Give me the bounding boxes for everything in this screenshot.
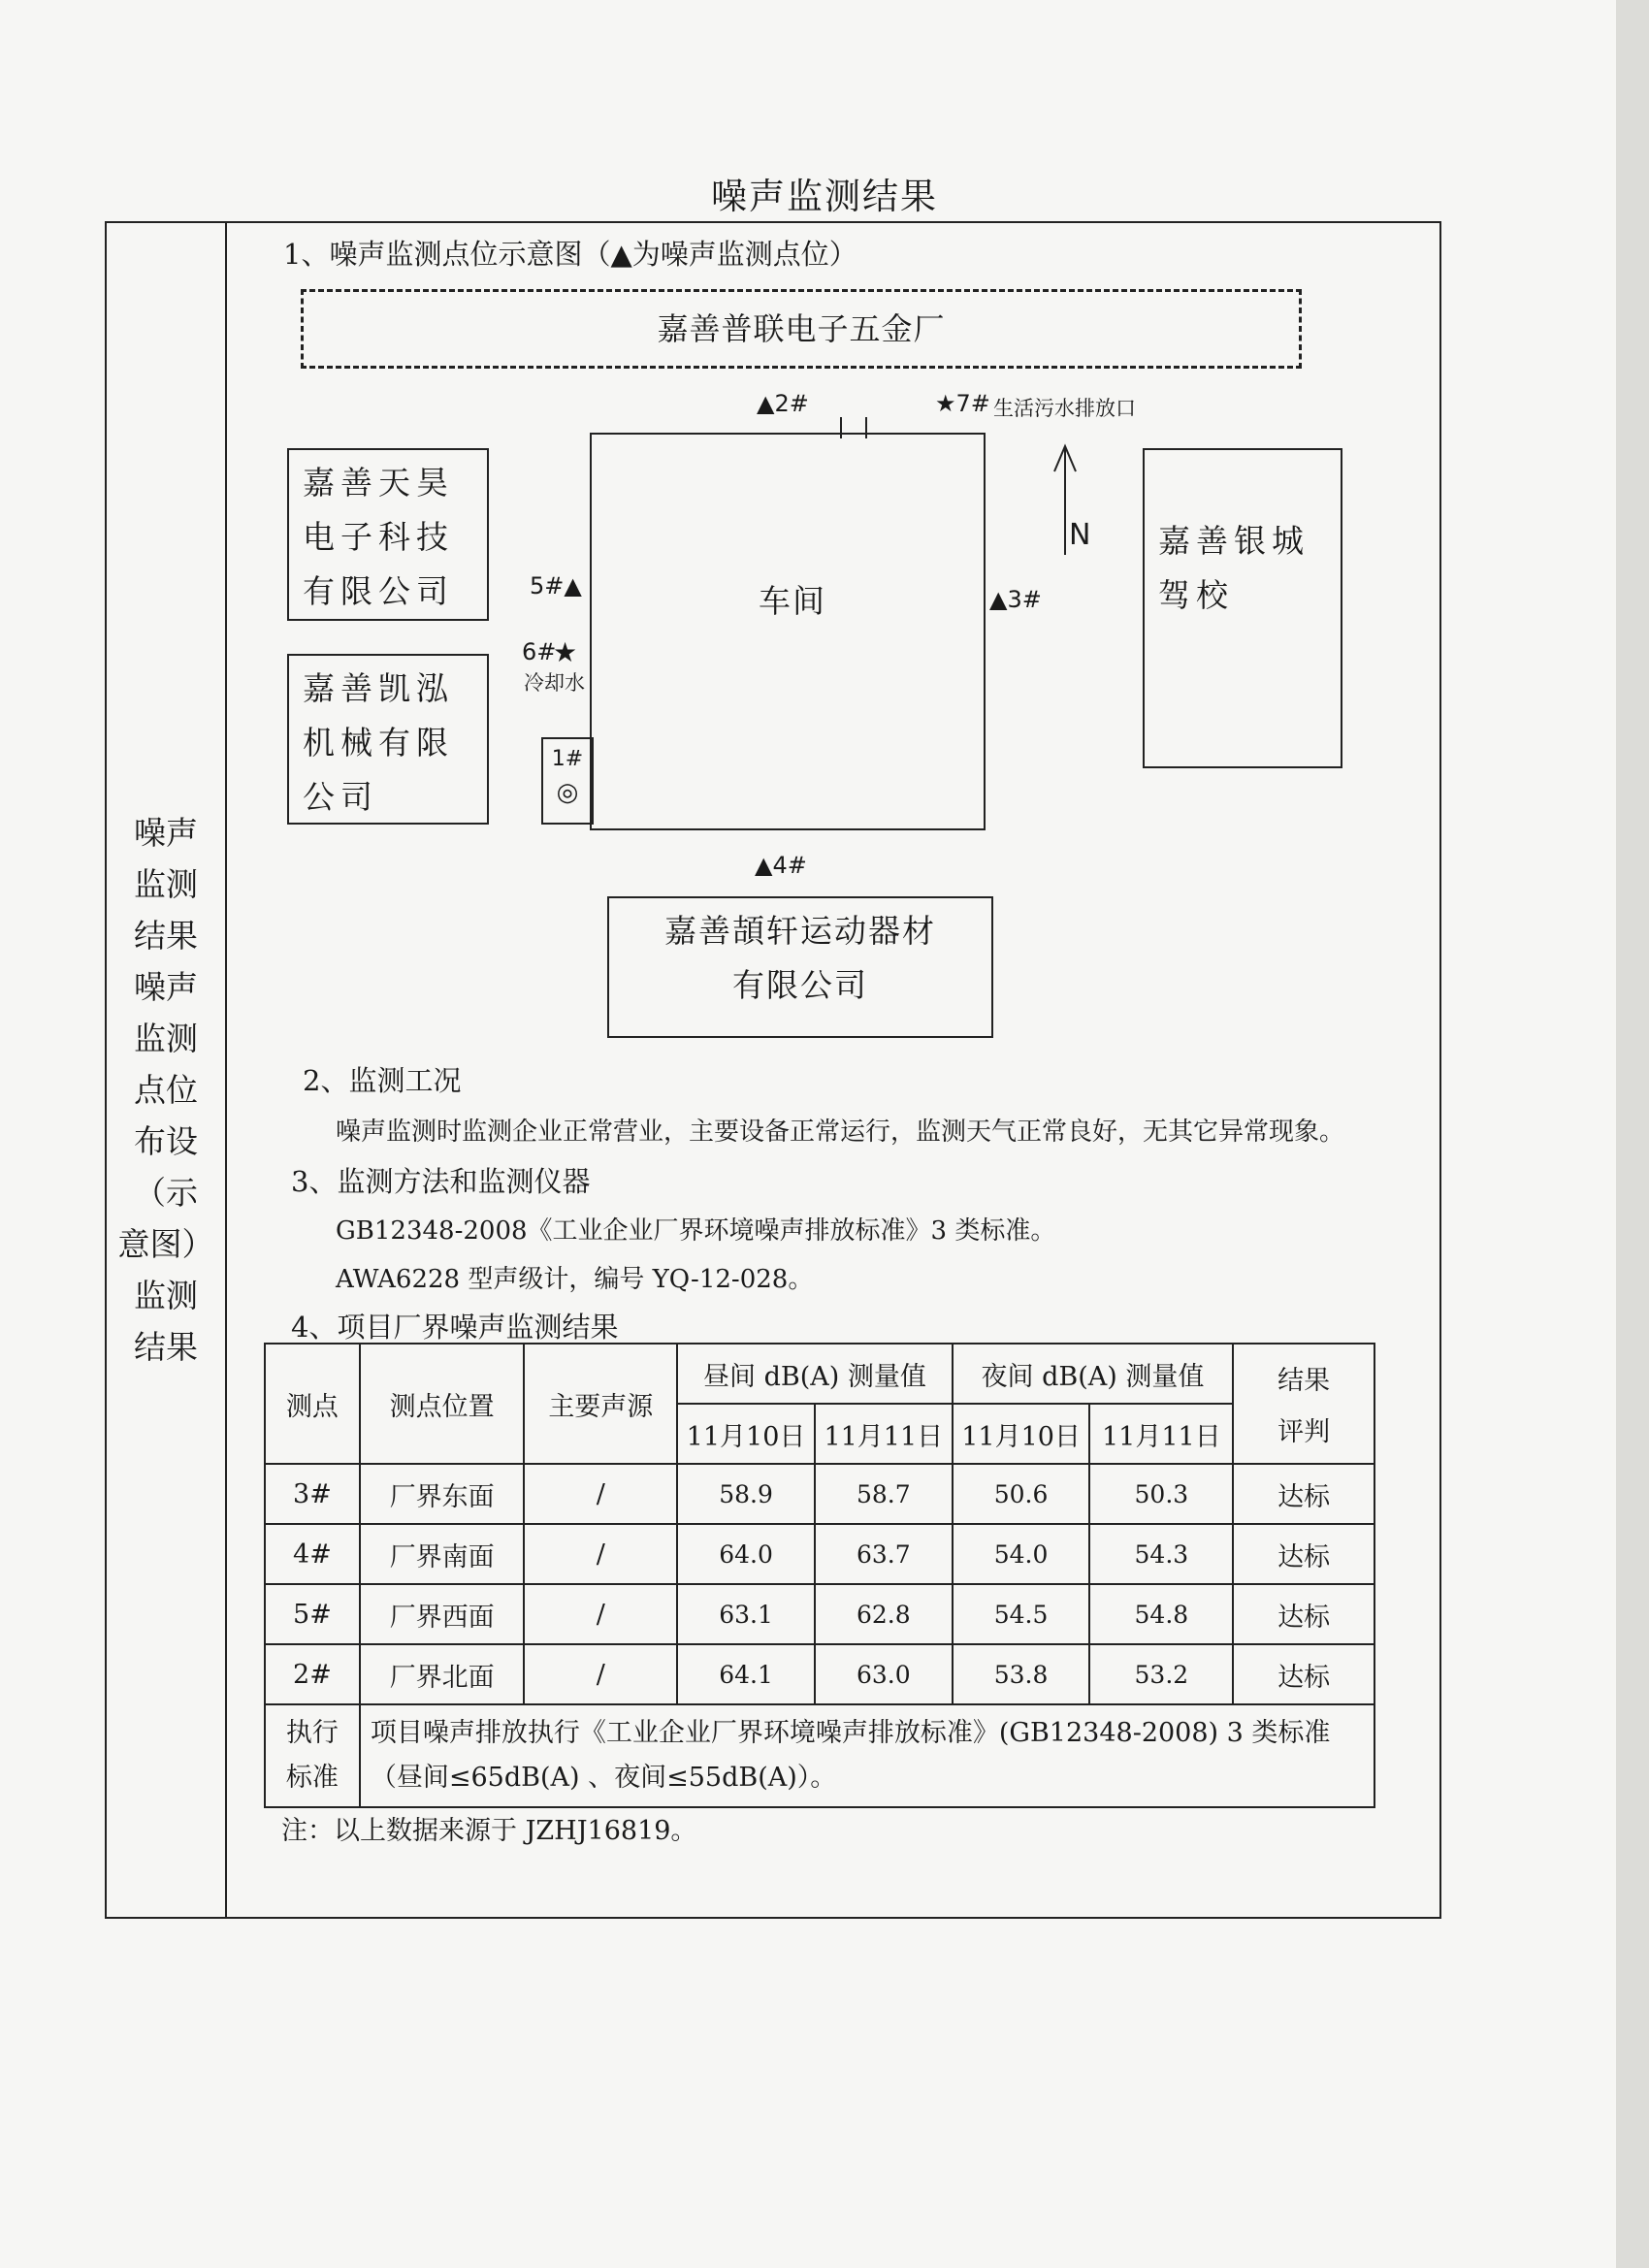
- monitor-symbol-icon: ◎: [556, 778, 579, 807]
- column-divider: [225, 221, 227, 1919]
- cell-night1: 54.5: [953, 1584, 1090, 1644]
- cell-night1: 54.0: [953, 1524, 1090, 1584]
- page-title: 噪声监测结果: [711, 176, 938, 217]
- building-line: 嘉善天昊: [303, 464, 454, 502]
- standard-text: 项目噪声排放执行《工业企业厂界环境噪声排放标准》(GB12348-2008) 3 类标准（昼间≤65dB(A) 、夜间≤55dB(A)）。: [360, 1704, 1374, 1807]
- cell-source: /: [524, 1644, 677, 1704]
- standard-label-line: 标准: [285, 1763, 339, 1793]
- building-line: 嘉善頡轩运动器材: [664, 912, 936, 950]
- marker-7-label: 生活污水排放口: [993, 397, 1136, 420]
- building-line: 驾校: [1158, 576, 1234, 614]
- section3-heading: 3、监测方法和监测仪器: [291, 1165, 591, 1198]
- standard-label-line: 执行: [285, 1718, 339, 1748]
- marker-6-label: 冷却水: [524, 671, 585, 695]
- cell-result: 达标: [1233, 1524, 1374, 1584]
- building-line: 机械有限: [303, 724, 454, 761]
- marker-2: ▲2#: [757, 390, 809, 417]
- section1-heading: 1、噪声监测点位示意图（▲为噪声监测点位）: [283, 238, 857, 271]
- standard-row: [265, 1704, 1374, 1807]
- cell-location: 厂界东面: [360, 1464, 525, 1524]
- side-label-line: 布设: [134, 1122, 198, 1160]
- cell-result: 达标: [1233, 1464, 1374, 1524]
- cell-day2: 63.0: [815, 1644, 953, 1704]
- cell-day2: 63.7: [815, 1524, 953, 1584]
- building-line: 有限公司: [732, 966, 868, 1004]
- side-label-line: 结果: [134, 917, 198, 955]
- header-result-line: 结果: [1277, 1366, 1331, 1396]
- section2-text: 噪声监测时监测企业正常营业，主要设备正常运行，监测天气正常良好，无其它异常现象。: [336, 1118, 1345, 1147]
- cell-location: 厂界西面: [360, 1584, 525, 1644]
- workshop-label: 车间: [759, 582, 826, 620]
- cell-source: /: [524, 1524, 677, 1584]
- header-night-date1: 11月10日: [953, 1404, 1090, 1464]
- section3-line2: AWA6228 型声级计，编号 YQ-12-028。: [336, 1265, 814, 1294]
- header-day-date1: 11月10日: [677, 1404, 815, 1464]
- section4-heading: 4、项目厂界噪声监测结果: [291, 1311, 619, 1344]
- side-label-line: （示: [134, 1174, 198, 1212]
- building-line: 嘉善凯泓: [303, 669, 454, 707]
- cell-location: 厂界南面: [360, 1524, 525, 1584]
- cell-point: 5#: [265, 1584, 360, 1644]
- header-result: [1233, 1344, 1374, 1464]
- header-point: 测点: [265, 1344, 360, 1464]
- cell-source: /: [524, 1464, 677, 1524]
- header-source: 主要声源: [524, 1344, 677, 1464]
- building-north: 嘉善普联电子五金厂: [301, 289, 1302, 369]
- building-line: 公司: [303, 778, 378, 816]
- cell-result: 达标: [1233, 1584, 1374, 1644]
- side-label-line: 结果: [134, 1328, 198, 1366]
- cell-night1: 53.8: [953, 1644, 1090, 1704]
- side-label-line: 点位: [134, 1071, 198, 1109]
- header-day-date2: 11月11日: [815, 1404, 953, 1464]
- side-label: [107, 807, 225, 1373]
- side-label-line: 噪声: [134, 968, 198, 1006]
- table-row: [265, 1524, 1374, 1584]
- marker-1: 1#: [551, 747, 584, 771]
- table-row: [265, 1644, 1374, 1704]
- header-day: 昼间 dB(A) 测量值: [677, 1344, 953, 1404]
- building-west-bottom: [287, 654, 489, 825]
- marker-4: ▲4#: [755, 852, 807, 879]
- cell-source: /: [524, 1584, 677, 1644]
- cell-night2: 54.8: [1089, 1584, 1233, 1644]
- table-row: [265, 1464, 1374, 1524]
- header-night: 夜间 dB(A) 测量值: [953, 1344, 1234, 1404]
- marker-7: ★7#: [935, 390, 990, 417]
- side-label-line: 意图）: [117, 1225, 214, 1263]
- section3-line1: GB12348-2008《工业企业厂界环境噪声排放标准》3 类标准。: [336, 1216, 1056, 1246]
- building-west-top: [287, 448, 489, 621]
- header-location: 测点位置: [360, 1344, 525, 1464]
- cell-result: 达标: [1233, 1644, 1374, 1704]
- cell-night2: 54.3: [1089, 1524, 1233, 1584]
- marker-3: ▲3#: [989, 586, 1042, 613]
- cell-location: 厂界北面: [360, 1644, 525, 1704]
- page-edge: [1616, 0, 1649, 2268]
- cell-night2: 50.3: [1089, 1464, 1233, 1524]
- building-line: 电子科技: [303, 518, 454, 556]
- cell-day1: 63.1: [677, 1584, 815, 1644]
- section2-heading: 2、监测工况: [303, 1064, 462, 1097]
- table-row: [265, 1584, 1374, 1644]
- side-label-line: 监测: [134, 865, 198, 903]
- marker-5: 5#▲: [530, 572, 582, 599]
- cell-day2: 62.8: [815, 1584, 953, 1644]
- building-east: [1143, 448, 1342, 768]
- cell-point: 3#: [265, 1464, 360, 1524]
- side-label-line: 监测: [134, 1020, 198, 1057]
- data-source-note: 注：以上数据来源于 JZHJ16819。: [281, 1816, 697, 1846]
- cell-day1: 64.0: [677, 1524, 815, 1584]
- cell-point: 4#: [265, 1524, 360, 1584]
- cell-day2: 58.7: [815, 1464, 953, 1524]
- cell-night2: 53.2: [1089, 1644, 1233, 1704]
- cell-night1: 50.6: [953, 1464, 1090, 1524]
- cell-day1: 58.9: [677, 1464, 815, 1524]
- building-line: 有限公司: [303, 572, 454, 610]
- cell-point: 2#: [265, 1644, 360, 1704]
- side-label-line: 噪声: [134, 814, 198, 852]
- building-workshop: [590, 433, 986, 830]
- header-result-line: 评判: [1277, 1417, 1331, 1447]
- point-1-box: [541, 737, 594, 825]
- side-label-line: 监测: [134, 1277, 198, 1314]
- star-icon: ★: [553, 636, 578, 668]
- north-label: N: [1069, 518, 1091, 552]
- building-line: 嘉善银城: [1158, 522, 1310, 560]
- cell-day1: 64.1: [677, 1644, 815, 1704]
- standard-label: [265, 1704, 360, 1807]
- marker-6: 6#: [522, 638, 557, 665]
- header-night-date2: 11月11日: [1089, 1404, 1233, 1464]
- noise-results-table: [264, 1343, 1375, 1808]
- building-south: [607, 896, 993, 1038]
- drain-pipe-icon: [840, 417, 867, 438]
